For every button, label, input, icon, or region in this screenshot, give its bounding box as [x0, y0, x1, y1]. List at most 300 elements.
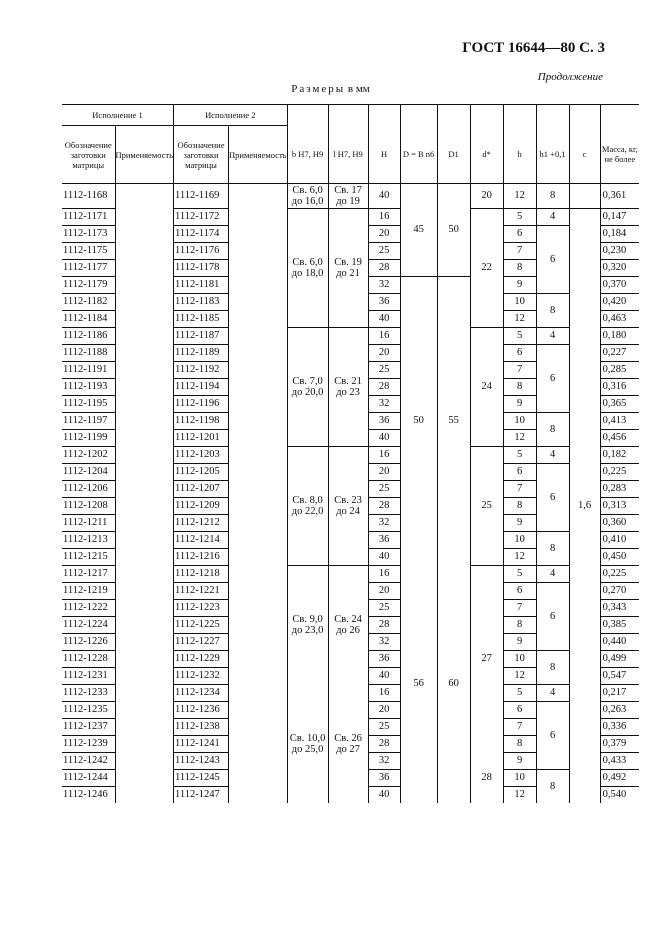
mass-cell: 0,361 — [600, 184, 639, 209]
l-range-cell-line-2: до 24 — [336, 506, 360, 517]
h-cell: 9 — [503, 396, 536, 413]
primenyaemost-2-cell — [229, 770, 288, 787]
h-cell: 12 — [503, 549, 536, 566]
h-cell: 7 — [503, 600, 536, 617]
primenyaemost-1-cell — [115, 668, 174, 685]
table-row — [62, 447, 639, 464]
mass-cell: 0,285 — [600, 362, 639, 379]
l-range-cell — [328, 328, 368, 447]
code-ispolnenie-1: 1112-1213 — [62, 532, 115, 549]
primenyaemost-1-cell — [115, 447, 174, 464]
primenyaemost-2-cell — [229, 311, 288, 328]
H-cell: 28 — [368, 260, 400, 277]
group-header-ispolnenie-2: Исполнение 2 — [174, 105, 288, 126]
h-cell: 10 — [503, 651, 536, 668]
h1-cell: 4 — [536, 685, 569, 702]
H-cell: 25 — [368, 243, 400, 260]
code-ispolnenie-1: 1112-1202 — [62, 447, 115, 464]
code-ispolnenie-1: 1112-1211 — [62, 515, 115, 532]
H-cell: 20 — [368, 464, 400, 481]
col-header-c: c — [569, 126, 600, 184]
code-ispolnenie-2: 1112-1172 — [174, 209, 229, 226]
primenyaemost-1-cell — [115, 413, 174, 430]
mass-cell: 0,227 — [600, 345, 639, 362]
code-ispolnenie-1: 1112-1184 — [62, 311, 115, 328]
mass-cell: 0,263 — [600, 702, 639, 719]
H-cell: 25 — [368, 719, 400, 736]
mass-cell: 0,433 — [600, 753, 639, 770]
mass-cell: 0,225 — [600, 464, 639, 481]
H-cell: 16 — [368, 209, 400, 226]
primenyaemost-2-cell — [229, 583, 288, 600]
H-cell: 25 — [368, 362, 400, 379]
H-cell: 36 — [368, 770, 400, 787]
h-cell: 7 — [503, 243, 536, 260]
b-range-cell — [287, 685, 328, 804]
h-cell: 12 — [503, 430, 536, 447]
b-range-cell-line-2: до 22,0 — [291, 506, 324, 517]
primenyaemost-1-cell — [115, 226, 174, 243]
col-header-l: l H7, H9 — [328, 126, 368, 184]
primenyaemost-2-cell — [229, 549, 288, 566]
code-ispolnenie-2: 1112-1192 — [174, 362, 229, 379]
primenyaemost-2-cell — [229, 243, 288, 260]
primenyaemost-2-cell — [229, 184, 288, 209]
dimensions-table-container — [62, 104, 639, 803]
code-ispolnenie-2: 1112-1223 — [174, 600, 229, 617]
l-range-cell-line-2: до 27 — [336, 743, 360, 755]
b-range-cell-line-1: Св. 6,0 — [292, 185, 323, 196]
code-ispolnenie-1: 1112-1182 — [62, 294, 115, 311]
H-cell: 20 — [368, 226, 400, 243]
primenyaemost-2-cell — [229, 736, 288, 753]
primenyaemost-1-cell — [115, 209, 174, 226]
d-eq-b-cell: 56 — [400, 566, 437, 804]
H-cell: 20 — [368, 345, 400, 362]
code-ispolnenie-1: 1112-1217 — [62, 566, 115, 583]
code-ispolnenie-1: 1112-1237 — [62, 719, 115, 736]
l-range-cell — [328, 685, 368, 804]
code-ispolnenie-2: 1112-1198 — [174, 413, 229, 430]
H-cell: 32 — [368, 753, 400, 770]
h-cell: 12 — [503, 787, 536, 804]
mass-cell: 0,410 — [600, 532, 639, 549]
code-ispolnenie-1: 1112-1224 — [62, 617, 115, 634]
d-cell: 28 — [470, 753, 503, 804]
code-ispolnenie-1: 1112-1195 — [62, 396, 115, 413]
l-range-cell-line-2: до 19 — [336, 196, 360, 207]
h-cell: 8 — [503, 617, 536, 634]
code-ispolnenie-1: 1112-1179 — [62, 277, 115, 294]
mass-cell: 0,230 — [600, 243, 639, 260]
mass-cell: 0,385 — [600, 617, 639, 634]
code-ispolnenie-2: 1112-1241 — [174, 736, 229, 753]
code-ispolnenie-2: 1112-1212 — [174, 515, 229, 532]
mass-cell: 0,379 — [600, 736, 639, 753]
primenyaemost-1-cell — [115, 260, 174, 277]
code-ispolnenie-1: 1112-1191 — [62, 362, 115, 379]
mass-cell: 0,540 — [600, 787, 639, 804]
primenyaemost-2-cell — [229, 345, 288, 362]
code-ispolnenie-1: 1112-1177 — [62, 260, 115, 277]
H-cell: 16 — [368, 566, 400, 583]
mass-cell: 0,320 — [600, 260, 639, 277]
primenyaemost-1-cell — [115, 787, 174, 804]
col-header-d: d* — [470, 126, 503, 184]
b-range-cell-line-1: Св. 7,0 — [292, 376, 323, 387]
continuation-label: Продолжение — [537, 71, 603, 83]
h-cell: 9 — [503, 515, 536, 532]
l-range-cell-line-2: до 21 — [336, 268, 360, 279]
code-ispolnenie-1: 1112-1197 — [62, 413, 115, 430]
primenyaemost-2-cell — [229, 481, 288, 498]
h-cell: 9 — [503, 753, 536, 770]
primenyaemost-2-cell — [229, 362, 288, 379]
d1-cell: 60 — [437, 566, 470, 804]
mass-cell: 0,182 — [600, 447, 639, 464]
header-spacer-h1 — [536, 105, 569, 126]
b-range-cell — [287, 328, 328, 447]
col-header-h: h — [503, 126, 536, 184]
mass-cell: 0,360 — [600, 515, 639, 532]
mass-cell: 0,370 — [600, 277, 639, 294]
group-header-ispolnenie-1: Исполнение 1 — [62, 105, 174, 126]
b-range-cell-line-1: Св. 10,0 — [289, 732, 326, 744]
code-ispolnenie-1: 1112-1186 — [62, 328, 115, 345]
h-cell: 12 — [503, 311, 536, 328]
primenyaemost-2-cell — [229, 600, 288, 617]
primenyaemost-2-cell — [229, 464, 288, 481]
code-ispolnenie-1: 1112-1242 — [62, 753, 115, 770]
mass-cell: 0,343 — [600, 600, 639, 617]
h-cell: 6 — [503, 345, 536, 362]
primenyaemost-1-cell — [115, 328, 174, 345]
b-range-cell-line-2: до 20,0 — [291, 387, 324, 398]
code-ispolnenie-1: 1112-1206 — [62, 481, 115, 498]
primenyaemost-1-cell — [115, 702, 174, 719]
h-cell: 8 — [503, 260, 536, 277]
code-ispolnenie-2: 1112-1176 — [174, 243, 229, 260]
primenyaemost-2-cell — [229, 532, 288, 549]
b-range-cell — [287, 184, 328, 209]
units-suffix: в мм — [345, 83, 370, 95]
h-cell: 6 — [503, 464, 536, 481]
code-ispolnenie-2: 1112-1181 — [174, 277, 229, 294]
l-range-cell-line-1: Св. 21 — [334, 376, 362, 387]
mass-cell: 0,180 — [600, 328, 639, 345]
h1-cell: 4 — [536, 566, 569, 583]
primenyaemost-2-cell — [229, 668, 288, 685]
header-spacer-h — [503, 105, 536, 126]
H-cell: 25 — [368, 600, 400, 617]
primenyaemost-2-cell — [229, 685, 288, 702]
code-ispolnenie-2: 1112-1221 — [174, 583, 229, 600]
primenyaemost-1-cell — [115, 770, 174, 787]
code-ispolnenie-2: 1112-1209 — [174, 498, 229, 515]
H-cell: 32 — [368, 515, 400, 532]
mass-cell: 0,283 — [600, 481, 639, 498]
d-cell: 27 — [470, 566, 503, 753]
h1-cell: 6 — [536, 226, 569, 294]
code-ispolnenie-2: 1112-1214 — [174, 532, 229, 549]
code-ispolnenie-1: 1112-1246 — [62, 787, 115, 804]
primenyaemost-1-cell — [115, 685, 174, 702]
h1-cell: 8 — [536, 532, 569, 566]
code-ispolnenie-1: 1112-1204 — [62, 464, 115, 481]
h-cell: 9 — [503, 277, 536, 294]
H-cell: 36 — [368, 651, 400, 668]
b-range-cell-line-2: до 25,0 — [291, 743, 324, 755]
mass-cell: 0,547 — [600, 668, 639, 685]
h1-cell: 4 — [536, 209, 569, 226]
b-range-cell — [287, 566, 328, 685]
primenyaemost-1-cell — [115, 379, 174, 396]
primenyaemost-2-cell — [229, 702, 288, 719]
col-header-primenyaemost-2: Применяемость — [229, 126, 288, 184]
h1-cell: 8 — [536, 294, 569, 328]
mass-cell: 0,492 — [600, 770, 639, 787]
H-cell: 40 — [368, 787, 400, 804]
h-cell: 5 — [503, 685, 536, 702]
h-cell: 7 — [503, 481, 536, 498]
code-ispolnenie-2: 1112-1196 — [174, 396, 229, 413]
code-ispolnenie-1: 1112-1193 — [62, 379, 115, 396]
code-ispolnenie-1: 1112-1215 — [62, 549, 115, 566]
table-row — [62, 328, 639, 345]
mass-cell: 0,270 — [600, 583, 639, 600]
H-cell: 20 — [368, 702, 400, 719]
code-ispolnenie-2: 1112-1232 — [174, 668, 229, 685]
d-cell: 24 — [470, 328, 503, 447]
col-header-mass: Масса, кг, не более — [600, 126, 639, 184]
primenyaemost-1-cell — [115, 396, 174, 413]
primenyaemost-1-cell — [115, 634, 174, 651]
primenyaemost-1-cell — [115, 481, 174, 498]
code-ispolnenie-2: 1112-1227 — [174, 634, 229, 651]
mass-cell: 0,450 — [600, 549, 639, 566]
c-cell — [569, 184, 600, 209]
b-range-cell-line-1: Св. 9,0 — [292, 614, 323, 626]
H-cell: 40 — [368, 311, 400, 328]
h-cell: 8 — [503, 498, 536, 515]
H-cell: 36 — [368, 532, 400, 549]
primenyaemost-1-cell — [115, 719, 174, 736]
primenyaemost-2-cell — [229, 430, 288, 447]
H-cell: 40 — [368, 184, 400, 209]
H-cell: 28 — [368, 379, 400, 396]
d-cell: 22 — [470, 209, 503, 328]
h1-cell: 6 — [536, 702, 569, 770]
code-ispolnenie-1: 1112-1222 — [62, 600, 115, 617]
header-spacer-b — [287, 105, 328, 126]
units-caption — [0, 83, 661, 95]
d-cell: 25 — [470, 447, 503, 566]
d-eq-b-cell: 50 — [400, 277, 437, 566]
primenyaemost-2-cell — [229, 260, 288, 277]
h-cell: 6 — [503, 583, 536, 600]
b-range-cell — [287, 447, 328, 566]
mass-cell: 0,420 — [600, 294, 639, 311]
d1-cell: 50 — [437, 184, 470, 277]
code-ispolnenie-1: 1112-1208 — [62, 498, 115, 515]
primenyaemost-1-cell — [115, 430, 174, 447]
b-range-cell — [287, 209, 328, 328]
primenyaemost-1-cell — [115, 600, 174, 617]
code-ispolnenie-1: 1112-1171 — [62, 209, 115, 226]
primenyaemost-1-cell — [115, 515, 174, 532]
d-cell: 20 — [470, 184, 503, 209]
c-cell: 1,6 — [569, 209, 600, 804]
code-ispolnenie-2: 1112-1245 — [174, 770, 229, 787]
H-cell: 28 — [368, 498, 400, 515]
primenyaemost-1-cell — [115, 345, 174, 362]
table-row — [62, 685, 639, 702]
code-ispolnenie-2: 1112-1243 — [174, 753, 229, 770]
primenyaemost-1-cell — [115, 753, 174, 770]
code-ispolnenie-2: 1112-1238 — [174, 719, 229, 736]
table-row — [62, 184, 639, 209]
b-range-cell-line-1: Св. 6,0 — [292, 257, 323, 268]
H-cell: 40 — [368, 549, 400, 566]
header-spacer-D1 — [437, 105, 470, 126]
code-ispolnenie-2: 1112-1225 — [174, 617, 229, 634]
code-ispolnenie-2: 1112-1189 — [174, 345, 229, 362]
primenyaemost-2-cell — [229, 753, 288, 770]
header-spacer-d — [470, 105, 503, 126]
units-prefix: Размеры — [291, 83, 346, 95]
col-header-b: b H7, H9 — [287, 126, 328, 184]
l-range-cell-line-2: до 26 — [336, 625, 360, 637]
mass-cell: 0,440 — [600, 634, 639, 651]
H-cell: 16 — [368, 685, 400, 702]
primenyaemost-2-cell — [229, 634, 288, 651]
code-ispolnenie-2: 1112-1194 — [174, 379, 229, 396]
code-ispolnenie-2: 1112-1187 — [174, 328, 229, 345]
l-range-cell — [328, 209, 368, 328]
code-ispolnenie-1: 1112-1173 — [62, 226, 115, 243]
l-range-cell-line-1: Св. 24 — [334, 614, 362, 626]
code-ispolnenie-2: 1112-1178 — [174, 260, 229, 277]
mass-cell: 0,365 — [600, 396, 639, 413]
primenyaemost-2-cell — [229, 566, 288, 583]
header-spacer-c — [569, 105, 600, 126]
code-ispolnenie-1: 1112-1244 — [62, 770, 115, 787]
code-ispolnenie-1: 1112-1199 — [62, 430, 115, 447]
primenyaemost-2-cell — [229, 226, 288, 243]
mass-cell: 0,499 — [600, 651, 639, 668]
code-ispolnenie-2: 1112-1207 — [174, 481, 229, 498]
h1-cell: 8 — [536, 651, 569, 685]
l-range-cell-line-1: Св. 26 — [334, 732, 362, 744]
primenyaemost-2-cell — [229, 787, 288, 804]
b-range-cell-line-2: до 18,0 — [291, 268, 324, 279]
h1-cell: 8 — [536, 184, 569, 209]
primenyaemost-1-cell — [115, 532, 174, 549]
primenyaemost-1-cell — [115, 362, 174, 379]
code-ispolnenie-2: 1112-1201 — [174, 430, 229, 447]
l-range-cell-line-1: Св. 23 — [334, 495, 362, 506]
document-header-title: ГОСТ 16644—80 С. 3 — [462, 40, 605, 56]
code-ispolnenie-1: 1112-1168 — [62, 184, 115, 209]
header-spacer-mass — [600, 105, 639, 126]
b-range-cell-line-2: до 16,0 — [291, 196, 324, 207]
h-cell: 12 — [503, 668, 536, 685]
col-header-oboznachenie-1: Обозначение заготовки матрицы — [62, 126, 115, 184]
code-ispolnenie-2: 1112-1234 — [174, 685, 229, 702]
mass-cell: 0,313 — [600, 498, 639, 515]
mass-cell: 0,225 — [600, 566, 639, 583]
mass-cell: 0,336 — [600, 719, 639, 736]
code-ispolnenie-1: 1112-1235 — [62, 702, 115, 719]
H-cell: 28 — [368, 736, 400, 753]
primenyaemost-2-cell — [229, 328, 288, 345]
code-ispolnenie-2: 1112-1174 — [174, 226, 229, 243]
mass-cell: 0,463 — [600, 311, 639, 328]
H-cell: 40 — [368, 430, 400, 447]
primenyaemost-2-cell — [229, 294, 288, 311]
h-cell: 9 — [503, 634, 536, 651]
primenyaemost-2-cell — [229, 651, 288, 668]
primenyaemost-2-cell — [229, 413, 288, 430]
l-range-cell — [328, 566, 368, 685]
h1-cell: 6 — [536, 583, 569, 651]
l-range-cell-line-2: до 23 — [336, 387, 360, 398]
code-ispolnenie-2: 1112-1247 — [174, 787, 229, 804]
l-range-cell-line-1: Св. 19 — [334, 257, 362, 268]
H-cell: 16 — [368, 447, 400, 464]
primenyaemost-1-cell — [115, 464, 174, 481]
table-body — [62, 184, 639, 804]
table-row — [62, 566, 639, 583]
col-header-oboznachenie-2: Обозначение заготовки матрицы — [174, 126, 229, 184]
primenyaemost-1-cell — [115, 311, 174, 328]
col-header-primenyaemost-1: Применяемость — [115, 126, 174, 184]
code-ispolnenie-1: 1112-1175 — [62, 243, 115, 260]
primenyaemost-2-cell — [229, 379, 288, 396]
h-cell: 5 — [503, 566, 536, 583]
h1-cell: 8 — [536, 413, 569, 447]
H-cell: 32 — [368, 396, 400, 413]
h1-cell: 6 — [536, 464, 569, 532]
d-eq-b-cell: 45 — [400, 184, 437, 277]
header-spacer-DB — [400, 105, 437, 126]
primenyaemost-1-cell — [115, 498, 174, 515]
h1-cell: 4 — [536, 328, 569, 345]
code-ispolnenie-2: 1112-1216 — [174, 549, 229, 566]
col-header-h1: h1 +0,1 — [536, 126, 569, 184]
primenyaemost-1-cell — [115, 617, 174, 634]
primenyaemost-1-cell — [115, 566, 174, 583]
mass-cell: 0,413 — [600, 413, 639, 430]
header-spacer-H — [368, 105, 400, 126]
code-ispolnenie-1: 1112-1219 — [62, 583, 115, 600]
h-cell: 5 — [503, 447, 536, 464]
h-cell: 8 — [503, 736, 536, 753]
primenyaemost-2-cell — [229, 396, 288, 413]
H-cell: 32 — [368, 634, 400, 651]
primenyaemost-1-cell — [115, 651, 174, 668]
col-header-D-B: D = B n6 — [400, 126, 437, 184]
primenyaemost-2-cell — [229, 209, 288, 226]
code-ispolnenie-1: 1112-1239 — [62, 736, 115, 753]
H-cell: 36 — [368, 294, 400, 311]
b-range-cell-line-1: Св. 8,0 — [292, 495, 323, 506]
primenyaemost-2-cell — [229, 515, 288, 532]
mass-cell: 0,184 — [600, 226, 639, 243]
H-cell: 16 — [368, 328, 400, 345]
table-row — [62, 209, 639, 226]
code-ispolnenie-2: 1112-1203 — [174, 447, 229, 464]
